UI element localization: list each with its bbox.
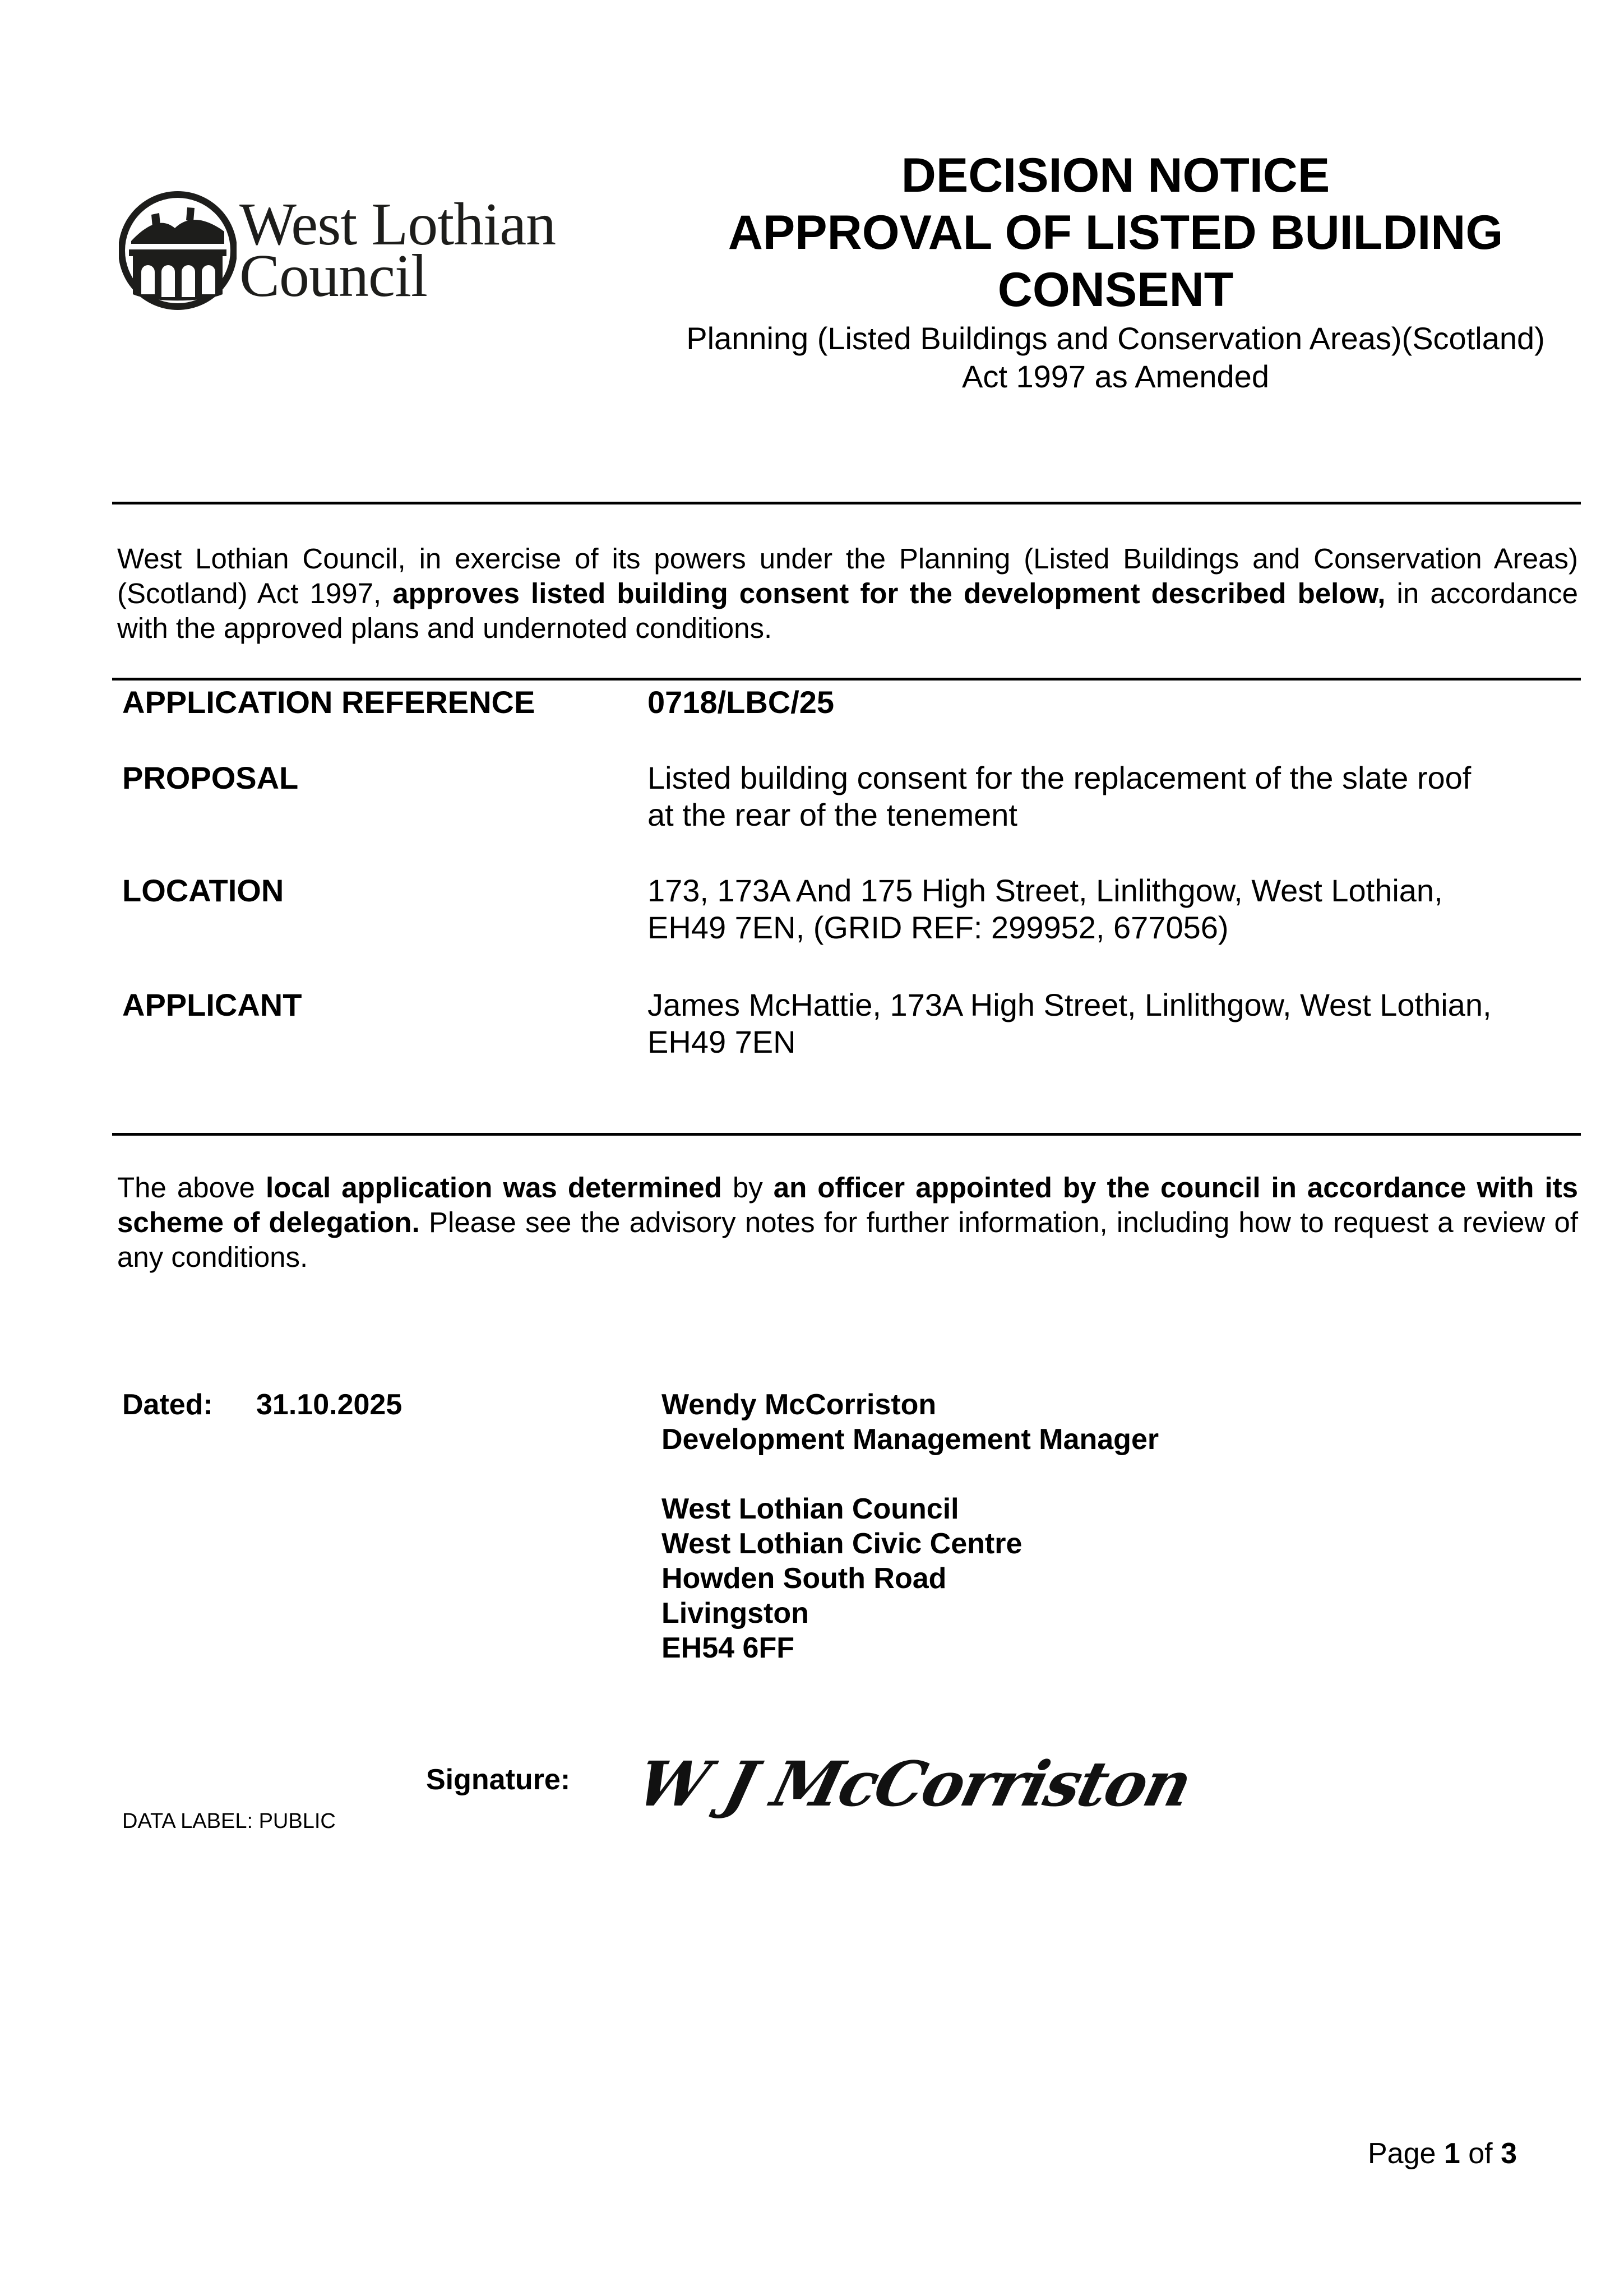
address-line: West Lothian Council	[661, 1493, 959, 1525]
notice-heading	[642, 147, 1589, 396]
data-label: DATA LABEL: PUBLIC	[122, 1809, 336, 1833]
act-line: Act 1997 as Amended	[962, 359, 1269, 394]
determination-text: by	[721, 1172, 774, 1203]
act-line: Planning (Listed Buildings and Conservation Areas)(Scotland)	[686, 321, 1545, 356]
proposal-value	[647, 760, 1578, 834]
council-logo	[119, 188, 567, 314]
divider	[112, 678, 1581, 681]
location-label: LOCATION	[122, 873, 284, 908]
signatory-name: Wendy McCorriston	[661, 1388, 937, 1421]
determination-bold: an officer appointed by the council in accordance with its scheme of delegation.	[117, 1172, 1578, 1238]
title-line: DECISION NOTICE	[901, 149, 1330, 202]
address-line: EH54 6FF	[661, 1632, 794, 1664]
reference-label: APPLICATION REFERENCE	[122, 684, 535, 720]
proposal-line: at the rear of the tenement	[647, 797, 1017, 832]
dated-value: 31.10.2025	[256, 1388, 402, 1421]
signature-label: Signature:	[426, 1763, 571, 1796]
location-line: 173, 173A And 175 High Street, Linlithgow, West Lothian,	[647, 873, 1443, 908]
divider	[112, 1133, 1581, 1136]
applicant-line: James McHattie, 173A High Street, Linlithgow, West Lothian,	[647, 987, 1492, 1022]
dated-label: Dated:	[122, 1388, 213, 1421]
page-current: 1	[1443, 2137, 1460, 2170]
location-line: EH49 7EN, (GRID REF: 299952, 677056)	[647, 910, 1229, 945]
intro-bold-text: approves listed building consent for the development described below,	[392, 577, 1386, 609]
council-crest-icon	[119, 188, 237, 314]
address-line: Livingston	[661, 1597, 809, 1630]
applicant-label: APPLICANT	[122, 987, 302, 1022]
intro-text-end: in accordance with the approved plans and undernoted conditions.	[117, 577, 1578, 644]
reference-number: 0718/LBC/25	[647, 684, 835, 720]
address-line: West Lothian Civic Centre	[661, 1527, 1022, 1560]
page-prefix: Page	[1368, 2137, 1444, 2170]
proposal-line: Listed building consent for the replacement of the slate roof	[647, 760, 1472, 795]
proposal-label: PROPOSAL	[122, 760, 299, 795]
determination-text: The above	[117, 1172, 266, 1203]
reference-value	[647, 684, 1578, 721]
page-middle: of	[1460, 2137, 1501, 2170]
title-line: CONSENT	[997, 263, 1234, 317]
applicant-line: EH49 7EN	[647, 1024, 796, 1059]
intro-paragraph	[117, 541, 1578, 646]
determination-text: Please see the advisory notes for further information, including how to request a review of any conditions.	[117, 1206, 1579, 1273]
address-line: Howden South Road	[661, 1562, 947, 1595]
spacer	[661, 1457, 1159, 1492]
location-value	[647, 872, 1578, 946]
title-line: APPROVAL OF LISTED BUILDING	[728, 206, 1503, 260]
signatory-block	[661, 1387, 1159, 1665]
intro-text: West Lothian Council, in exercise of its powers under the Planning (Listed Buildings and Conservation Areas)(Scotland) Act 1997,	[117, 543, 1578, 609]
applicant-value	[647, 987, 1578, 1061]
notice-title	[642, 147, 1589, 318]
page-number	[1368, 2137, 1517, 2170]
signatory-title: Development Management Manager	[661, 1423, 1159, 1456]
determination-paragraph	[117, 1170, 1578, 1275]
logo-line-1: West Lothian	[239, 191, 556, 258]
divider	[112, 502, 1581, 504]
logo-wordmark	[239, 191, 556, 309]
determination-bold: local application was determined	[265, 1172, 722, 1203]
page-total: 3	[1501, 2137, 1517, 2170]
act-subtitle	[642, 320, 1589, 396]
logo-line-2: Council	[239, 243, 427, 309]
handwritten-signature: W J McCorriston	[630, 1748, 1198, 1820]
